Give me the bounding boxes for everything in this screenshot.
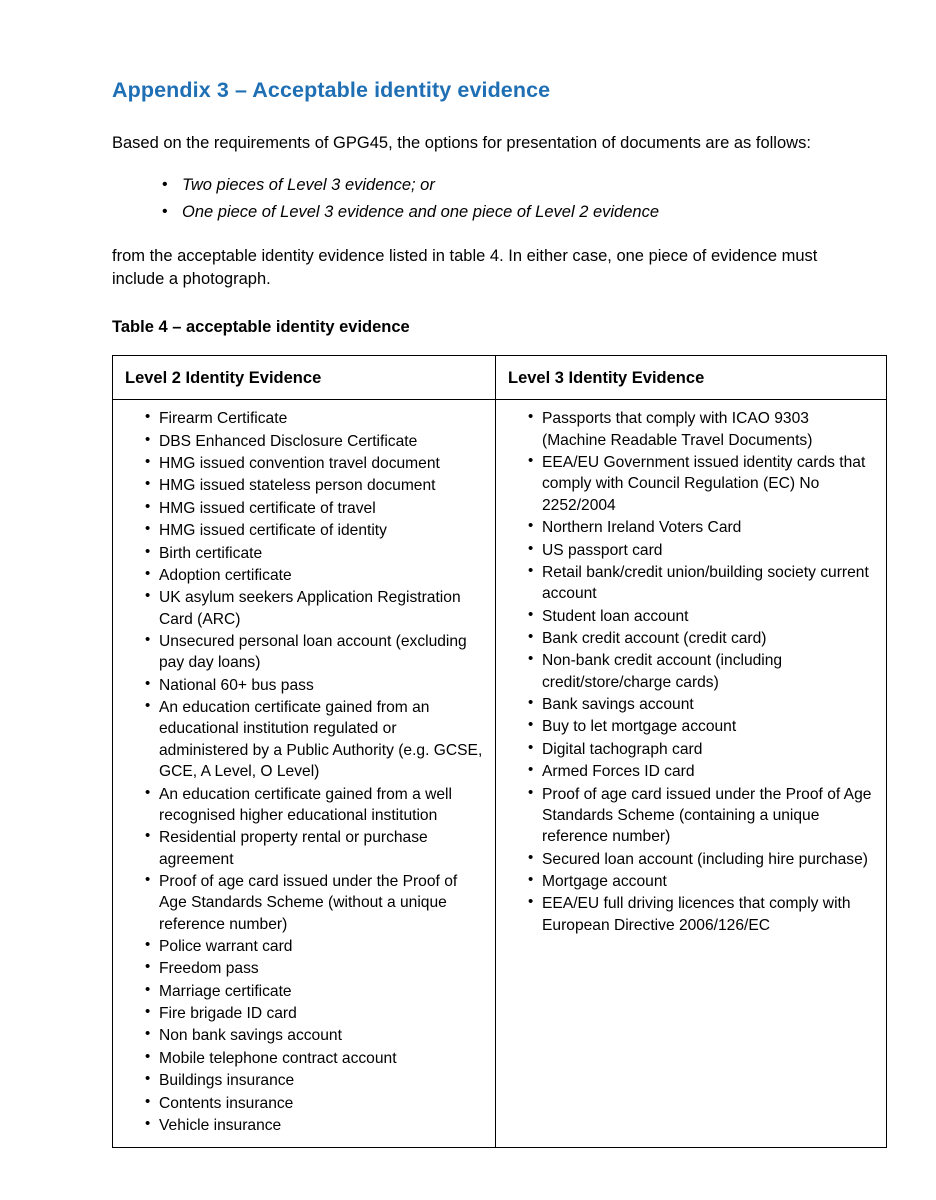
list-item: • DBS Enhanced Disclosure Certificate: [145, 431, 485, 452]
list-item: • Two pieces of Level 3 evidence; or: [162, 174, 874, 198]
list-item: • HMG issued stateless person document: [145, 475, 485, 496]
level2-body: [113, 400, 495, 1147]
list-item: • Bank credit account (credit card): [528, 628, 876, 649]
list-item: • Unsecured personal loan account (excluding pay day loans): [145, 631, 485, 674]
list-item: • Mortgage account: [528, 871, 876, 892]
list-item: • US passport card: [528, 540, 876, 561]
column-header-level3: Level 3 Identity Evidence: [496, 356, 886, 400]
column-header-level2: Level 2 Identity Evidence: [113, 356, 495, 400]
list-item: • UK asylum seekers Application Registration Card (ARC): [145, 587, 485, 630]
list-item: • Adoption certificate: [145, 565, 485, 586]
list-item: • HMG issued certificate of identity: [145, 520, 485, 541]
list-item: • EEA/EU full driving licences that comply with European Directive 2006/126/EC: [528, 893, 876, 936]
level3-list: [506, 408, 876, 936]
list-item: • Marriage certificate: [145, 981, 485, 1002]
list-item: • Buildings insurance: [145, 1070, 485, 1091]
list-item: • Bank savings account: [528, 694, 876, 715]
list-item: • Northern Ireland Voters Card: [528, 517, 876, 538]
list-item: • An education certificate gained from an educational institution regulated or administered by a Public Authority (e.g. GCSE, GCE, A Level, O Level): [145, 697, 485, 782]
evidence-table: [112, 355, 887, 1148]
list-item: • EEA/EU Government issued identity cards that comply with Council Regulation (EC) No 2252/2004: [528, 452, 876, 516]
list-item: • Student loan account: [528, 606, 876, 627]
options-list: [112, 174, 874, 225]
list-item: • Contents insurance: [145, 1093, 485, 1114]
list-item: • Vehicle insurance: [145, 1115, 485, 1136]
list-item: • Police warrant card: [145, 936, 485, 957]
list-item: • Proof of age card issued under the Proof of Age Standards Scheme (without a unique reference number): [145, 871, 485, 935]
list-item: • Buy to let mortgage account: [528, 716, 876, 737]
list-item: • Freedom pass: [145, 958, 485, 979]
list-item: • Firearm Certificate: [145, 408, 485, 429]
page-title: Appendix 3 – Acceptable identity evidence: [112, 78, 551, 102]
list-item: • National 60+ bus pass: [145, 675, 485, 696]
list-item: • Residential property rental or purchase agreement: [145, 827, 485, 870]
level3-body: [496, 400, 886, 947]
list-item: • HMG issued convention travel document: [145, 453, 485, 474]
table-cell-level2: [113, 356, 496, 1148]
table-row: [113, 356, 887, 1148]
list-item: • Digital tachograph card: [528, 739, 876, 760]
list-item: • Secured loan account (including hire purchase): [528, 849, 876, 870]
list-item: • Mobile telephone contract account: [145, 1048, 485, 1069]
list-item: • One piece of Level 3 evidence and one piece of Level 2 evidence: [162, 201, 874, 225]
list-item: • Non bank savings account: [145, 1025, 485, 1046]
list-item: • HMG issued certificate of travel: [145, 498, 485, 519]
table-cell-level3: [496, 356, 887, 1148]
after-options-paragraph: from the acceptable identity evidence listed in table 4. In either case, one piece of evidence must include a photograph.: [112, 246, 818, 289]
list-item: • Non-bank credit account (including credit/store/charge cards): [528, 650, 876, 693]
intro-paragraph: Based on the requirements of GPG45, the options for presentation of documents are as follows:: [112, 133, 811, 152]
table-caption: Table 4 – acceptable identity evidence: [112, 318, 410, 337]
list-item: • An education certificate gained from a well recognised higher educational institution: [145, 784, 485, 827]
level2-list: [123, 408, 485, 1136]
list-item: • Proof of age card issued under the Proof of Age Standards Scheme (containing a unique reference number): [528, 784, 876, 848]
list-item: • Armed Forces ID card: [528, 761, 876, 782]
list-item: • Retail bank/credit union/building society current account: [528, 562, 876, 605]
list-item: • Birth certificate: [145, 543, 485, 564]
list-item: • Fire brigade ID card: [145, 1003, 485, 1024]
list-item: • Passports that comply with ICAO 9303 (Machine Readable Travel Documents): [528, 408, 876, 451]
